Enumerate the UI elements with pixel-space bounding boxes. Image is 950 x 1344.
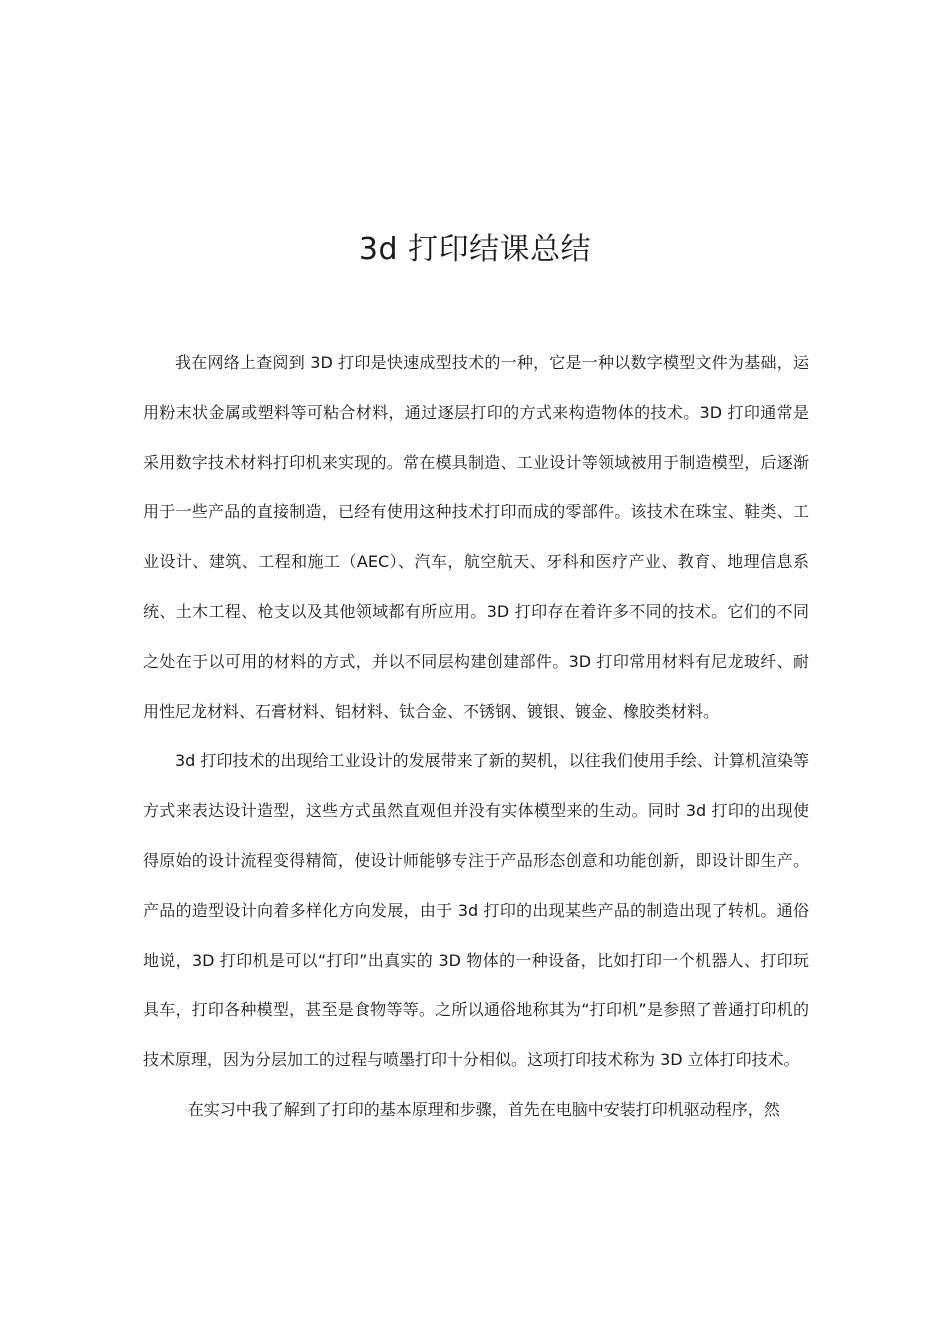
paragraph-internship-experience: 在实习中我了解到了打印的基本原理和步骤，首先在电脑中安装打印机驱动程序，然: [187, 1099, 780, 1119]
paragraph-3d-printing-industrial-design: 3d 打印技术的出现给工业设计的发展带来了新的契机，以往我们使用手绘、计算机渲染等方式来表达设计造型，这些方式虽然直观但并没有实体模型来的生动。同时 3d 打印的出现使得原始的设计流程变得精简，使设计师能够专注于产品形态创意和功能创新，即设计即生产。产品的造型设计向着多样化方向发展，由于 3d 打印的出现某些产品的制造出现了转机。通俗地说，3D 打印机是可以“打印”出真实的 3D 物体的一种设备，比如打印一个机器人、打印玩具车，打印各种模型，甚至是食物等等。之所以通俗地称其为“打印机”是参照了普通打印机的技术原理，因为分层加工的过程与喷墨打印十分相似。这项打印技术称为 3D 立体打印技术。: [143, 751, 809, 1070]
document-title: 3d 打印结课总结: [358, 232, 592, 267]
paragraph-3d-printing-overview: 我在网络上查阅到 3D 打印是快速成型技术的一种，它是一种以数字模型文件为基础，运用粉末状金属或塑料等可粘合材料，通过逐层打印的方式来构造物体的技术。3D 打印通常是采用数字技术材料打印机来实现的。常在模具制造、工业设计等领域被用于制造模型，后逐渐用于一些产品的直接制造，已经有使用这种技术打印而成的零部件。该技术在珠宝、鞋类、工业设计、建筑、工程和施工（AEC）、汽车，航空航天、牙科和医疗产业、教育、地理信息系统、土木工程、枪支以及其他领域都有所应用。3D 打印存在着许多不同的技术。它们的不同之处在于以可用的材料的方式，并以不同层构建创建部件。3D 打印常用材料有尼龙玻纤、耐用性尼龙材料、石膏材料、铝材料、钛合金、不锈钢、镀银、镀金、橡胶类材料。: [143, 353, 809, 721]
document-body: [143, 338, 809, 1135]
